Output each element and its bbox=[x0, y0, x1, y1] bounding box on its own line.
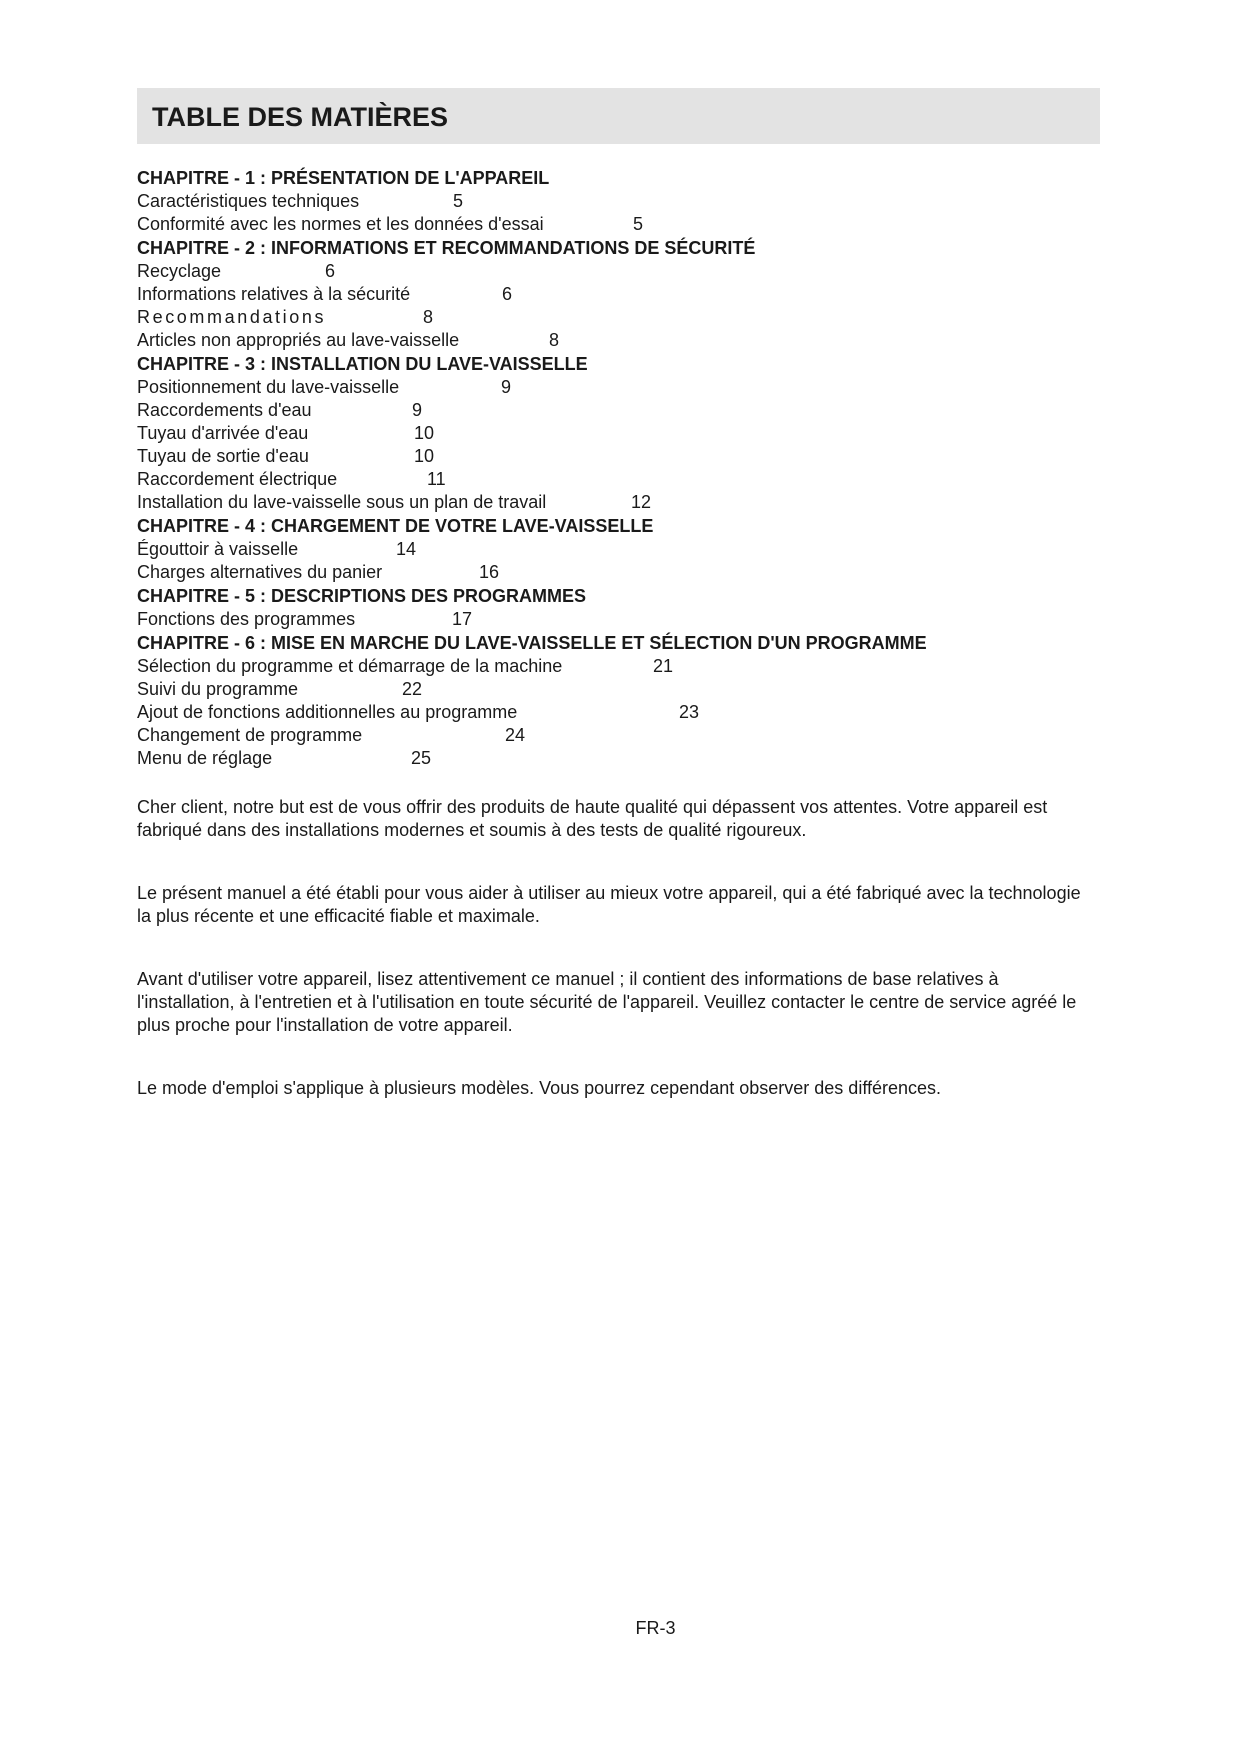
entry-label: Informations relatives à la sécurité bbox=[137, 284, 411, 304]
entry-label: Ajout de fonctions additionnelles au programme bbox=[137, 702, 518, 722]
entry-page: 6 bbox=[502, 284, 513, 304]
entry-label: Installation du lave-vaisselle sous un plan de travail bbox=[137, 492, 547, 512]
entry-page: 11 bbox=[427, 469, 446, 489]
entry-page: 21 bbox=[653, 656, 674, 676]
entry-page: 5 bbox=[633, 214, 644, 234]
page-title: TABLE DES MATIÈRES bbox=[152, 102, 449, 132]
toc-entry bbox=[137, 561, 1137, 584]
chapter-title: CHAPITRE - 1 : PRÉSENTATION DE L'APPAREIL bbox=[137, 168, 550, 188]
toc-entry bbox=[137, 678, 1137, 701]
toc-entry bbox=[137, 422, 1137, 445]
toc-entry bbox=[137, 491, 1137, 514]
page-number: FR-3 bbox=[635, 1618, 676, 1638]
entry-page: 16 bbox=[479, 562, 500, 582]
entry-page: 8 bbox=[549, 330, 560, 350]
chapter-title: CHAPITRE - 2 : INFORMATIONS ET RECOMMANDATIONS DE SÉCURITÉ bbox=[137, 238, 756, 258]
chapter-title: CHAPITRE - 5 : DESCRIPTIONS DES PROGRAMMES bbox=[137, 586, 587, 606]
toc-entry bbox=[137, 655, 1137, 678]
entry-page: 22 bbox=[402, 679, 423, 699]
entry-label: Articles non appropriés au lave-vaisselle bbox=[137, 330, 460, 350]
intro-paragraph: Avant d'utiliser votre appareil, lisez attentivement ce manuel ; il contient des informations de base relatives à l'installation, à l'entretien et à l'utilisation en toute sécurité de l'appareil. Veuillez contacter le centre de service agréé le plus proche pour l'installation de votre appareil. bbox=[137, 969, 1077, 1035]
toc-entry bbox=[137, 538, 1137, 561]
chapter-title: CHAPITRE - 3 : INSTALLATION DU LAVE-VAISSELLE bbox=[137, 354, 588, 374]
entry-label: Positionnement du lave-vaisselle bbox=[137, 377, 400, 397]
entry-page: 8 bbox=[423, 307, 434, 327]
entry-label: Menu de réglage bbox=[137, 748, 273, 768]
toc-entry bbox=[137, 747, 1137, 770]
entry-label: Suivi du programme bbox=[137, 679, 299, 699]
entry-label: Égouttoir à vaisselle bbox=[137, 539, 299, 559]
entry-label: Caractéristiques techniques bbox=[137, 191, 360, 211]
toc-entry bbox=[137, 701, 1137, 724]
toc-entry bbox=[137, 445, 1137, 468]
toc-chapter-3 bbox=[137, 352, 1137, 376]
intro-paragraph: Le mode d'emploi s'applique à plusieurs modèles. Vous pourrez cependant observer des différences. bbox=[137, 1078, 942, 1098]
toc-entry bbox=[137, 329, 1137, 352]
toc-entry bbox=[137, 306, 1137, 329]
toc-chapter-4 bbox=[137, 514, 1137, 538]
toc-entry bbox=[137, 190, 1137, 213]
entry-label: Fonctions des programmes bbox=[137, 609, 356, 629]
entry-page: 24 bbox=[505, 725, 526, 745]
entry-page: 9 bbox=[501, 377, 512, 397]
toc-entry bbox=[137, 724, 1137, 747]
toc-entry bbox=[137, 213, 1137, 236]
entry-label: Changement de programme bbox=[137, 725, 363, 745]
entry-page: 12 bbox=[631, 492, 652, 512]
title-bar bbox=[137, 88, 1100, 144]
intro-paragraph: Le présent manuel a été établi pour vous aider à utiliser au mieux votre appareil, qui a été fabriqué avec la technologie la plus récente et une efficacité fiable et maximale. bbox=[137, 883, 1081, 926]
entry-label: Recommandations bbox=[137, 307, 327, 327]
entry-label: Sélection du programme et démarrage de la machine bbox=[137, 656, 563, 676]
toc-entry bbox=[137, 399, 1137, 422]
intro-paragraph: Cher client, notre but est de vous offrir des produits de haute qualité qui dépassent vos attentes. Votre appareil est fabriqué dans des installations modernes et soumis à des tests de qualité rigoureux. bbox=[137, 797, 1048, 840]
toc-entry bbox=[137, 376, 1137, 399]
entry-label: Raccordement électrique bbox=[137, 469, 338, 489]
toc-entry bbox=[137, 260, 1137, 283]
entry-page: 10 bbox=[414, 446, 435, 466]
entry-label: Recyclage bbox=[137, 261, 222, 281]
toc-entry bbox=[137, 283, 1137, 306]
page-footer bbox=[0, 1618, 1241, 1639]
entry-label: Conformité avec les normes et les données d'essai bbox=[137, 214, 544, 234]
toc-chapter-1 bbox=[137, 166, 1137, 190]
entry-page: 25 bbox=[411, 748, 432, 768]
chapter-title: CHAPITRE - 4 : CHARGEMENT DE VOTRE LAVE-VAISSELLE bbox=[137, 516, 654, 536]
entry-page: 6 bbox=[325, 261, 336, 281]
entry-page: 23 bbox=[679, 702, 700, 722]
intro-text bbox=[137, 796, 1099, 1140]
chapter-title: CHAPITRE - 6 : MISE EN MARCHE DU LAVE-VAISSELLE ET SÉLECTION D'UN PROGRAMME bbox=[137, 633, 927, 653]
entry-label: Tuyau d'arrivée d'eau bbox=[137, 423, 309, 443]
toc-entry bbox=[137, 468, 1137, 491]
entry-label: Tuyau de sortie d'eau bbox=[137, 446, 309, 466]
toc-chapter-2 bbox=[137, 236, 1137, 260]
entry-page: 5 bbox=[453, 191, 464, 211]
entry-label: Raccordements d'eau bbox=[137, 400, 312, 420]
entry-page: 14 bbox=[396, 539, 417, 559]
toc-entry bbox=[137, 608, 1137, 631]
entry-label: Charges alternatives du panier bbox=[137, 562, 383, 582]
toc-chapter-5 bbox=[137, 584, 1137, 608]
toc-chapter-6 bbox=[137, 631, 1137, 655]
entry-page: 9 bbox=[412, 400, 423, 420]
table-of-contents bbox=[137, 166, 1137, 770]
entry-page: 10 bbox=[414, 423, 435, 443]
entry-page: 17 bbox=[452, 609, 473, 629]
